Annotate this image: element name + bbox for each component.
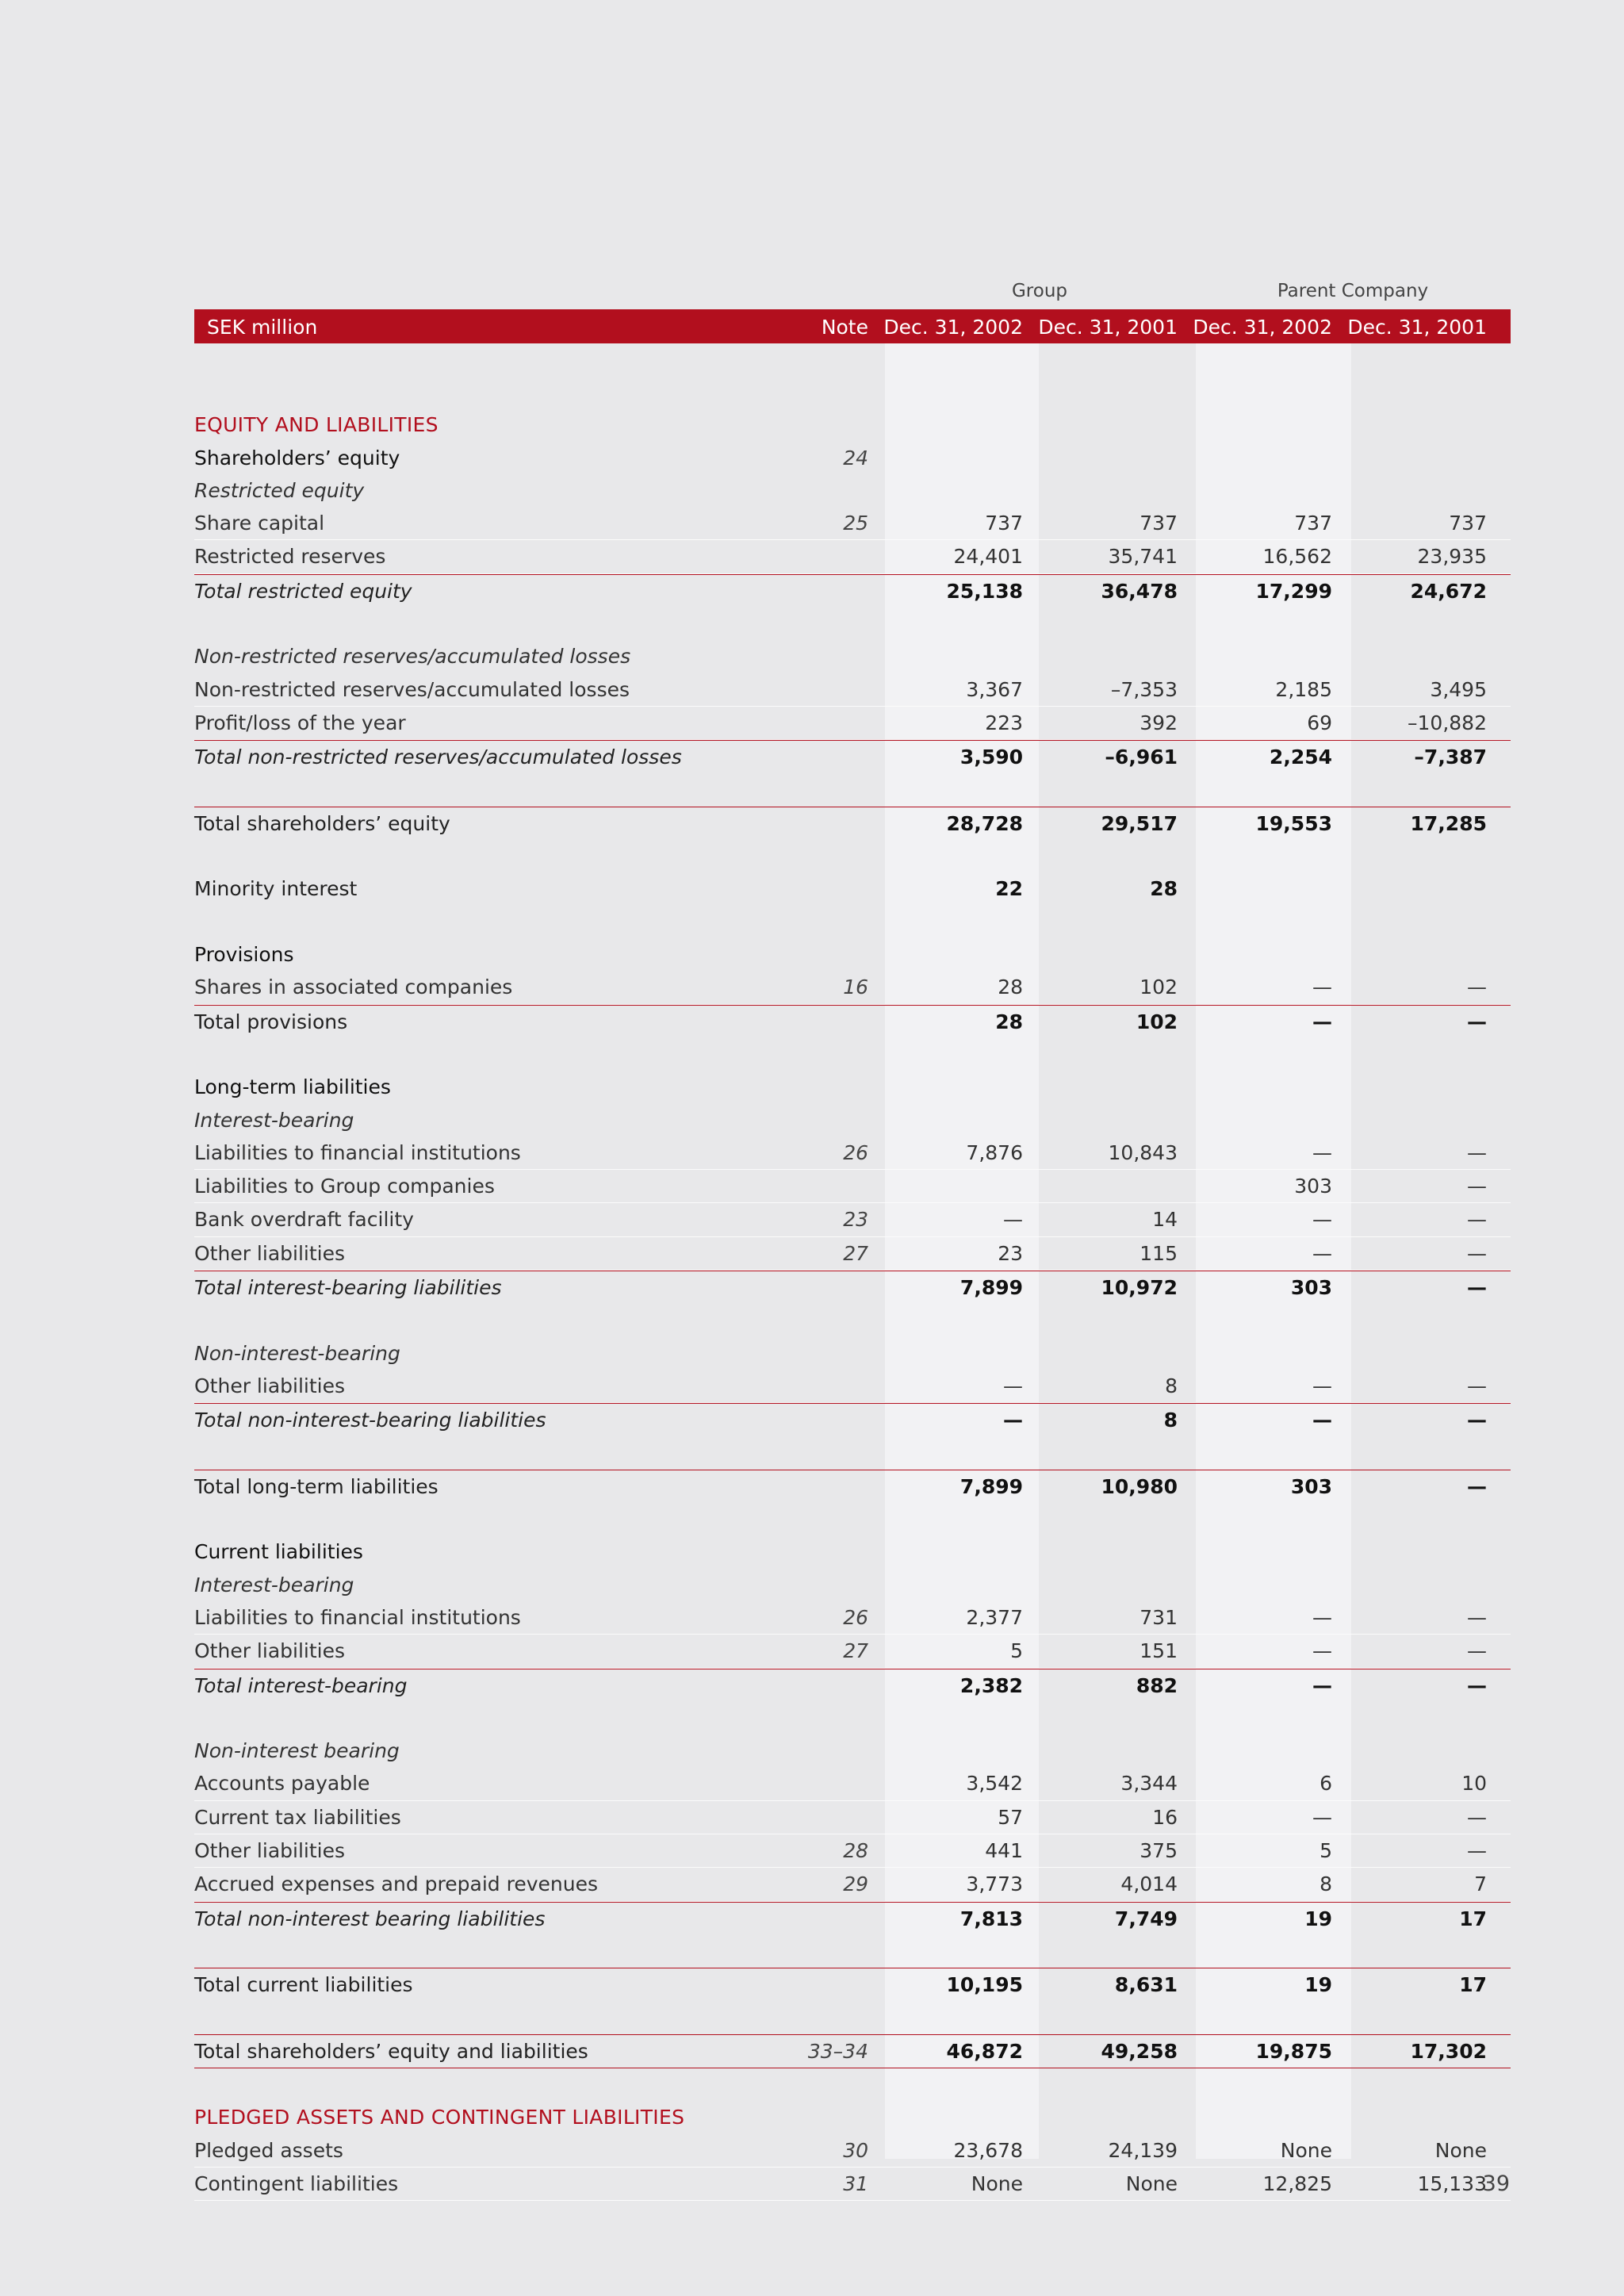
table-row xyxy=(194,1734,1511,1767)
parent-2002-value: 2,254 xyxy=(1269,746,1332,769)
parent-2002-value: 6 xyxy=(1320,1772,1332,1796)
group-2001-value: 35,741 xyxy=(1108,545,1178,569)
table-row xyxy=(194,1569,1511,1601)
group-2002-value: 28,728 xyxy=(946,811,1023,835)
parent-2001-value: — xyxy=(1467,1276,1487,1300)
row-label: Minority interest xyxy=(194,877,358,901)
table-row xyxy=(194,2168,1511,2201)
table-row xyxy=(194,740,1511,773)
group-2002-value: 24,401 xyxy=(953,545,1023,569)
parent-2002-value: 8 xyxy=(1320,1872,1332,1896)
parent-2002-value: 303 xyxy=(1290,1276,1332,1300)
row-label: Total interest-bearing liabilities xyxy=(194,1276,502,1300)
table-row xyxy=(194,507,1511,540)
parent-company-column-group-label: Parent Company xyxy=(1277,281,1429,301)
parent-2001-value: 17 xyxy=(1459,1907,1487,1930)
table-row xyxy=(194,1868,1511,1901)
group-2001-value: 4,014 xyxy=(1120,1872,1178,1896)
spacer-row xyxy=(194,2068,1511,2101)
group-2001-value: 882 xyxy=(1136,1673,1178,1697)
row-label: EQUITY AND LIABILITIES xyxy=(194,413,439,437)
spacer-row xyxy=(194,1702,1511,1734)
header-parent-2001: Dec. 31, 2001 xyxy=(1347,316,1487,339)
group-2001-value: 115 xyxy=(1139,1241,1178,1265)
parent-2002-value: 16,562 xyxy=(1262,545,1332,569)
group-2002-value: — xyxy=(1003,1208,1023,1232)
spacer-row xyxy=(194,2002,1511,2034)
group-2002-value: 3,542 xyxy=(966,1772,1023,1796)
row-note: 25 xyxy=(843,512,868,535)
row-label: Share capital xyxy=(194,512,325,535)
parent-2001-value: 23,935 xyxy=(1417,545,1487,569)
group-2002-value: 7,813 xyxy=(959,1907,1023,1930)
parent-2001-value: 17,285 xyxy=(1410,811,1487,835)
group-2002-value: 223 xyxy=(985,711,1023,734)
row-note: 28 xyxy=(843,1839,868,1863)
group-2002-value: 10,195 xyxy=(946,1973,1023,1997)
row-label: Non-restricted reserves/accumulated losses xyxy=(194,677,630,701)
parent-2001-value: 737 xyxy=(1449,512,1487,535)
row-note: 16 xyxy=(843,976,868,999)
row-note: 27 xyxy=(843,1639,868,1663)
parent-2002-value: — xyxy=(1312,1605,1332,1629)
group-column-group-label: Group xyxy=(1011,281,1068,301)
table-row xyxy=(194,442,1511,474)
group-2001-value: 10,843 xyxy=(1108,1140,1178,1164)
parent-2002-value: 737 xyxy=(1294,512,1332,535)
spacer-row xyxy=(194,376,1511,408)
table-row xyxy=(194,1104,1511,1137)
parent-2002-value: 303 xyxy=(1290,1474,1332,1498)
group-2002-value: 23,678 xyxy=(953,2138,1023,2162)
header-group-2001: Dec. 31, 2001 xyxy=(1038,316,1178,339)
parent-2002-value: — xyxy=(1312,1140,1332,1164)
parent-2001-value: 17 xyxy=(1459,1973,1487,1997)
spacer-row xyxy=(194,1503,1511,1535)
table-header-bar xyxy=(194,309,1511,343)
table-row xyxy=(194,2034,1511,2068)
row-label: Total provisions xyxy=(194,1010,348,1033)
group-2002-value: 7,899 xyxy=(959,1276,1023,1300)
group-2002-value: 441 xyxy=(985,1839,1023,1863)
group-2002-value: 7,899 xyxy=(959,1474,1023,1498)
parent-2001-value: — xyxy=(1467,1140,1487,1164)
group-2002-value: 25,138 xyxy=(946,579,1023,603)
parent-2001-value: –10,882 xyxy=(1408,711,1487,734)
table-row xyxy=(194,540,1511,573)
parent-2002-value: — xyxy=(1312,1639,1332,1663)
group-2001-value: 8,631 xyxy=(1114,1973,1178,1997)
parent-2001-value: — xyxy=(1467,1639,1487,1663)
parent-2002-value: 19,875 xyxy=(1255,2039,1332,2063)
table-row xyxy=(194,574,1511,608)
group-2001-value: 8 xyxy=(1165,1374,1178,1397)
group-2001-value: 10,972 xyxy=(1101,1276,1178,1300)
group-2002-value: None xyxy=(971,2172,1023,2196)
parent-2002-value: 19 xyxy=(1304,1973,1332,1997)
group-2001-value: 737 xyxy=(1139,512,1178,535)
parent-2002-value: — xyxy=(1312,1409,1332,1432)
row-label: Other liabilities xyxy=(194,1839,346,1863)
parent-2001-value: — xyxy=(1467,1673,1487,1697)
row-label: Other liabilities xyxy=(194,1241,346,1265)
group-2002-value: 22 xyxy=(995,877,1023,901)
parent-2001-value: — xyxy=(1467,1474,1487,1498)
group-2001-value: 16 xyxy=(1152,1805,1178,1829)
parent-2002-value: — xyxy=(1312,1374,1332,1397)
spacer-row xyxy=(194,1437,1511,1470)
parent-2002-value: 5 xyxy=(1320,1839,1332,1863)
row-note: 27 xyxy=(843,1241,868,1265)
table-row xyxy=(194,2134,1511,2168)
parent-2002-value: — xyxy=(1312,1241,1332,1265)
row-note: 23 xyxy=(843,1208,868,1232)
table-row xyxy=(194,872,1511,905)
parent-2001-value: 15,133 xyxy=(1417,2172,1487,2196)
row-label: Non-restricted reserves/accumulated losses xyxy=(194,645,631,669)
group-2002-value: 46,872 xyxy=(946,2039,1023,2063)
row-label: Liabilities to financial institutions xyxy=(194,1140,521,1164)
row-label: Total non-interest bearing liabilities xyxy=(194,1907,546,1930)
parent-2001-value: None xyxy=(1434,2138,1487,2162)
group-2001-value: –6,961 xyxy=(1105,746,1178,769)
group-2002-value: 28 xyxy=(995,1010,1023,1033)
table-row xyxy=(194,1170,1511,1203)
parent-2002-value: — xyxy=(1312,1805,1332,1829)
parent-2002-value: — xyxy=(1312,1010,1332,1033)
group-2002-value: — xyxy=(1003,1374,1023,1397)
spacer-row xyxy=(194,608,1511,640)
group-2001-value: 8 xyxy=(1163,1409,1178,1432)
table-row xyxy=(194,1237,1511,1271)
parent-2002-value: 2,185 xyxy=(1275,677,1332,701)
group-2002-value: 3,367 xyxy=(966,677,1023,701)
row-label: PLEDGED ASSETS AND CONTINGENT LIABILITIES xyxy=(194,2106,685,2129)
table-row xyxy=(194,1370,1511,1403)
parent-2002-value: 69 xyxy=(1307,711,1332,734)
table-row xyxy=(194,1902,1511,1935)
group-2001-value: 392 xyxy=(1139,711,1178,734)
group-2001-value: 49,258 xyxy=(1101,2039,1178,2063)
row-label: Current liabilities xyxy=(194,1540,363,1564)
table-row xyxy=(194,474,1511,507)
row-label: Non-interest-bearing xyxy=(194,1341,400,1365)
table-row xyxy=(194,1801,1511,1834)
group-2002-value: 28 xyxy=(998,976,1023,999)
table-row xyxy=(194,1337,1511,1370)
parent-2001-value: — xyxy=(1467,1805,1487,1829)
parent-2002-value: None xyxy=(1280,2138,1332,2162)
parent-2001-value: — xyxy=(1467,1605,1487,1629)
row-label: Shareholders’ equity xyxy=(194,446,400,470)
row-label: Non-interest bearing xyxy=(194,1739,400,1763)
row-label: Total shareholders’ equity and liabilities xyxy=(194,2039,588,2063)
parent-2002-value: 19,553 xyxy=(1255,811,1332,835)
group-2001-value: 102 xyxy=(1136,1010,1178,1033)
table-row xyxy=(194,1137,1511,1170)
table-row xyxy=(194,1470,1511,1503)
header-sek-million: SEK million xyxy=(207,316,318,339)
table-row xyxy=(194,1005,1511,1038)
row-label: Liabilities to Group companies xyxy=(194,1175,495,1198)
group-2001-value: 10,980 xyxy=(1101,1474,1178,1498)
table-row xyxy=(194,971,1511,1004)
group-2001-value: 24,139 xyxy=(1108,2138,1178,2162)
row-label: Profit/loss of the year xyxy=(194,711,406,734)
spacer-row xyxy=(194,1935,1511,1968)
row-note: 29 xyxy=(843,1872,868,1896)
balance-sheet-table xyxy=(194,376,1511,2201)
parent-2002-value: 303 xyxy=(1294,1175,1332,1198)
group-2002-value: 5 xyxy=(1010,1639,1023,1663)
row-note: 33–34 xyxy=(807,2039,868,2063)
row-note: 24 xyxy=(843,446,868,470)
group-2002-value: 2,377 xyxy=(966,1605,1023,1629)
spacer-row xyxy=(194,774,1511,807)
table-row xyxy=(194,408,1511,441)
group-2001-value: 14 xyxy=(1152,1208,1178,1232)
group-2001-value: 3,344 xyxy=(1120,1772,1178,1796)
row-label: Shares in associated companies xyxy=(194,976,513,999)
table-row xyxy=(194,807,1511,840)
group-2001-value: 151 xyxy=(1139,1639,1178,1663)
row-label: Interest-bearing xyxy=(194,1108,354,1132)
parent-2001-value: — xyxy=(1467,1409,1487,1432)
group-2001-value: 375 xyxy=(1139,1839,1178,1863)
row-label: Provisions xyxy=(194,943,294,967)
parent-2001-value: — xyxy=(1467,1374,1487,1397)
group-2002-value: 3,773 xyxy=(966,1872,1023,1896)
group-2001-value: 731 xyxy=(1139,1605,1178,1629)
row-label: Total non-restricted reserves/accumulated losses xyxy=(194,746,682,769)
table-row xyxy=(194,1767,1511,1800)
group-2001-value: 102 xyxy=(1139,976,1178,999)
spacer-row xyxy=(194,906,1511,938)
group-2002-value: 2,382 xyxy=(959,1673,1023,1697)
table-row xyxy=(194,1403,1511,1436)
parent-2001-value: 10 xyxy=(1461,1772,1487,1796)
row-note: 26 xyxy=(843,1605,868,1629)
group-2002-value: 3,590 xyxy=(959,746,1023,769)
parent-2001-value: — xyxy=(1467,1175,1487,1198)
group-2002-value: — xyxy=(1003,1409,1023,1432)
row-label: Total non-interest-bearing liabilities xyxy=(194,1409,546,1432)
row-label: Long-term liabilities xyxy=(194,1075,391,1099)
group-2001-value: –7,353 xyxy=(1110,677,1178,701)
row-label: Total current liabilities xyxy=(194,1973,413,1997)
row-label: Total long-term liabilities xyxy=(194,1474,439,1498)
table-row xyxy=(194,673,1511,707)
header-group-2002: Dec. 31, 2002 xyxy=(883,316,1023,339)
row-label: Total restricted equity xyxy=(194,579,412,603)
group-2001-value: 28 xyxy=(1150,877,1178,901)
parent-2001-value: 3,495 xyxy=(1430,677,1487,701)
row-label: Liabilities to financial institutions xyxy=(194,1605,521,1629)
table-row xyxy=(194,1635,1511,1668)
row-label: Pledged assets xyxy=(194,2138,343,2162)
parent-2002-value: 19 xyxy=(1304,1907,1332,1930)
group-2001-value: 7,749 xyxy=(1114,1907,1178,1930)
parent-2001-value: — xyxy=(1467,1208,1487,1232)
group-2002-value: 7,876 xyxy=(966,1140,1023,1164)
group-2002-value: 23 xyxy=(998,1241,1023,1265)
row-label: Contingent liabilities xyxy=(194,2172,399,2196)
header-parent-2002: Dec. 31, 2002 xyxy=(1193,316,1332,339)
table-row xyxy=(194,1535,1511,1568)
row-label: Interest-bearing xyxy=(194,1573,354,1596)
row-label: Total shareholders’ equity xyxy=(194,811,450,835)
row-label: Current tax liabilities xyxy=(194,1805,401,1829)
parent-2001-value: — xyxy=(1467,1839,1487,1863)
row-label: Other liabilities xyxy=(194,1639,346,1663)
row-label: Accounts payable xyxy=(194,1772,370,1796)
spacer-row xyxy=(194,840,1511,872)
parent-2002-value: — xyxy=(1312,976,1332,999)
table-row xyxy=(194,1968,1511,2001)
group-2001-value: None xyxy=(1125,2172,1178,2196)
row-label: Total interest-bearing xyxy=(194,1673,408,1697)
parent-2002-value: — xyxy=(1312,1673,1332,1697)
row-label: Bank overdraft facility xyxy=(194,1208,414,1232)
group-2002-value: 57 xyxy=(998,1805,1023,1829)
row-label: Other liabilities xyxy=(194,1374,346,1397)
parent-2001-value: –7,387 xyxy=(1414,746,1487,769)
spacer-row xyxy=(194,1038,1511,1071)
row-label: Restricted equity xyxy=(194,478,365,502)
header-note: Note xyxy=(821,316,868,339)
row-label: Accrued expenses and prepaid revenues xyxy=(194,1872,598,1896)
table-row xyxy=(194,1601,1511,1635)
table-row xyxy=(194,640,1511,673)
table-row xyxy=(194,1669,1511,1702)
parent-2001-value: — xyxy=(1467,976,1487,999)
table-row xyxy=(194,707,1511,740)
table-row xyxy=(194,2101,1511,2133)
spacer-row xyxy=(194,1304,1511,1336)
parent-2001-value: — xyxy=(1467,1241,1487,1265)
parent-2002-value: 17,299 xyxy=(1255,579,1332,603)
row-note: 26 xyxy=(843,1140,868,1164)
page-number: 39 xyxy=(1482,2171,1510,2196)
table-row xyxy=(194,1203,1511,1236)
group-2001-value: 36,478 xyxy=(1101,579,1178,603)
group-2001-value: 29,517 xyxy=(1101,811,1178,835)
row-label: Restricted reserves xyxy=(194,545,386,569)
parent-2002-value: — xyxy=(1312,1208,1332,1232)
row-note: 30 xyxy=(843,2138,868,2162)
parent-2001-value: 24,672 xyxy=(1410,579,1487,603)
parent-2001-value: 7 xyxy=(1474,1872,1487,1896)
row-note: 31 xyxy=(843,2172,868,2196)
table-row xyxy=(194,1834,1511,1868)
parent-2001-value: 17,302 xyxy=(1410,2039,1487,2063)
parent-2001-value: — xyxy=(1467,1010,1487,1033)
parent-2002-value: 12,825 xyxy=(1262,2172,1332,2196)
table-row xyxy=(194,938,1511,971)
group-2002-value: 737 xyxy=(985,512,1023,535)
table-row xyxy=(194,1071,1511,1103)
table-row xyxy=(194,1271,1511,1304)
